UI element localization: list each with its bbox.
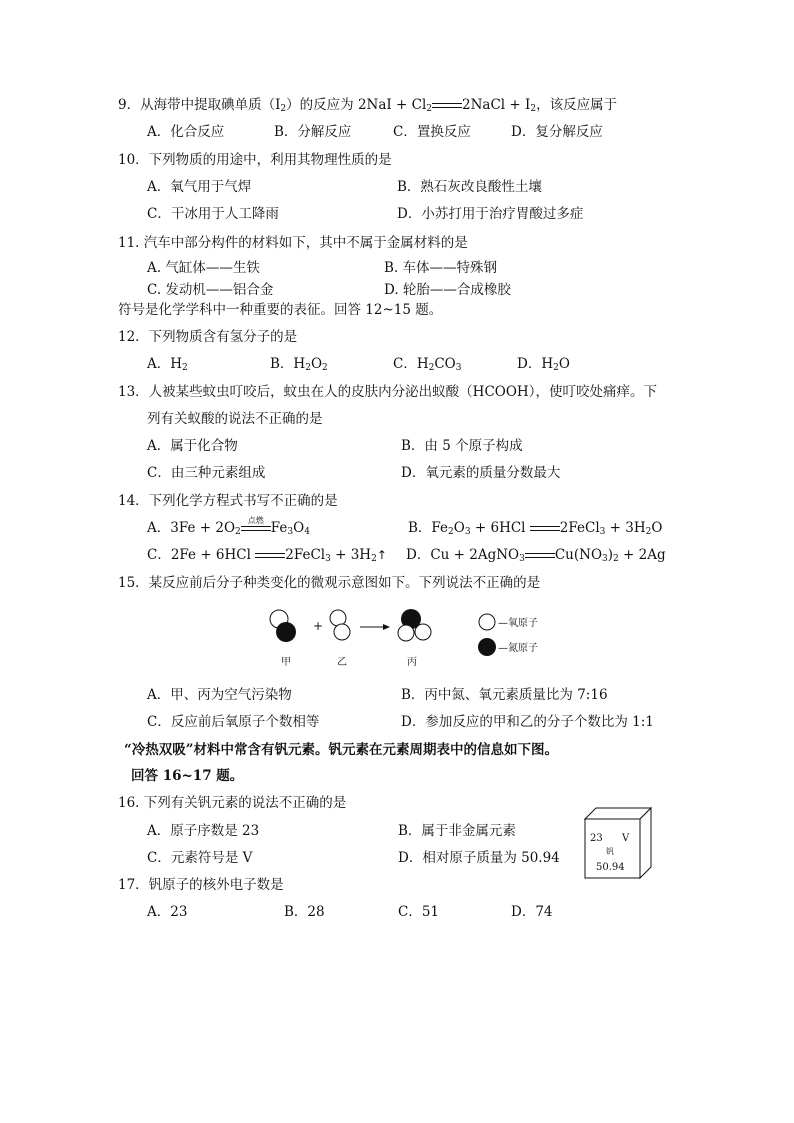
element-name: 钒 (606, 847, 614, 856)
q11-option-b: B. 车体——特殊钢 (384, 260, 498, 276)
q16-option-c: C．元素符号是 V (147, 850, 253, 866)
label-jia: 甲 (281, 657, 291, 668)
q13-option-c: C．由三种元素组成 (147, 465, 266, 481)
oxygen-atom (330, 610, 346, 626)
q17-option-c: C．51 (398, 904, 440, 920)
q10-option-c: C．干冰用于人工降雨 (147, 206, 279, 222)
q17-option-d: D．74 (511, 904, 553, 920)
q15-option-a: A．甲、丙为空气污染物 (147, 687, 292, 703)
gas-arrow: ↑ (376, 548, 387, 562)
q13-stem-line1: 13．人被某些蚊虫叮咬后，蚊虫在人的皮肤内分泌出蚁酸（HCOOH），使叮咬处痛痒。下 (118, 384, 657, 400)
q13-option-a: A．属于化合物 (147, 438, 238, 454)
q12-option-d: D．$H_2O$ (517, 356, 570, 373)
oxygen-atom (398, 625, 414, 641)
q11-option-d: D. 轮胎——合成橡胶 (384, 282, 511, 298)
q12-option-c: C．$H_2CO_3$ (393, 356, 462, 373)
q17-option-a: A．23 (147, 904, 188, 920)
plus-sign: + (313, 619, 324, 633)
q14-option-c: C．2Fe + 6HCl 2FeCl$_3$ + $3H_2↑$ (147, 547, 387, 564)
label-bing: 丙 (407, 657, 417, 668)
q9-option-b: B．分解反应 (274, 124, 352, 140)
legend-nitrogen-atom (478, 638, 496, 656)
q10-option-b: B．熟石灰改良酸性土壤 (397, 179, 542, 195)
legend-oxygen-label: —氧原子 (498, 618, 538, 629)
q9-option-a: A．化合反应 (147, 124, 225, 140)
equals-sign (530, 524, 560, 534)
section-intro-16-17-line1: “冷热双吸”材料中常含有钒元素。钒元素在元素周期表中的信息如下图。 (124, 742, 559, 758)
q14-option-a: A．$3Fe + 2O_2$ 点燃 $Fe_3O_4$ (147, 519, 310, 541)
q14-option-d: D．Cu + 2AgNO$_3$ $Cu(NO_3)_2 + 2Ag$ (406, 547, 666, 564)
q13-stem-line2: 列有关蚁酸的说法不正确的是 (147, 411, 323, 427)
q17-option-b: B．28 (284, 904, 325, 920)
q9-stem: 9．从海带中提取碘单质$(I_2)$的反应为 $2NaI + Cl_2$ 2NaCl + $I_2$，该反应属于 (118, 97, 618, 114)
q11-option-a: A. 气缸体——生铁 (147, 260, 260, 276)
element-symbol: V (622, 833, 630, 844)
equals-sign (525, 551, 555, 561)
q14-option-b: B．$Fe_2O_3 + 6HCl$ 2FeCl$_3$ + $3H_2O$ (408, 520, 663, 537)
q10-stem: 10．下列物质的用途中，利用其物理性质的是 (118, 152, 392, 168)
q9-option-c: C．置换反应 (393, 124, 471, 140)
q12-stem: 12．下列物质含有氢分子的是 (118, 329, 298, 345)
equals-sign (241, 515, 271, 534)
q15-stem: 15．某反应前后分子种类变化的微观示意图如下。下列说法不正确的是 (118, 575, 541, 591)
q16-stem: 16. 下列有关钒元素的说法不正确的是 (118, 795, 347, 811)
reaction-condition: 点燃 (247, 515, 264, 525)
q15-option-c: C．反应前后氧原子个数相等 (147, 714, 320, 730)
reaction-arrow-head (383, 624, 390, 630)
nitrogen-atom (276, 622, 296, 642)
equals-sign (255, 551, 285, 561)
oxygen-atom (334, 624, 350, 640)
equals-sign (432, 101, 462, 111)
oxygen-atom (415, 624, 431, 640)
element-atomic-number: 23 (590, 833, 603, 844)
q17-stem: 17．钒原子的核外电子数是 (118, 877, 284, 893)
section-intro-12-15: 符号是化学学科中一种重要的表征。回答 12~15 题。 (118, 302, 443, 318)
element-atomic-mass: 50.94 (596, 862, 625, 873)
q13-option-b: B．由 5 个原子构成 (401, 438, 523, 454)
legend-nitrogen-label: —氮原子 (498, 643, 538, 654)
q15-option-d: D．参加反应的甲和乙的分子个数比为 1:1 (401, 714, 654, 730)
q12-option-b: B．$H_2O_2$ (270, 356, 328, 373)
molecule-diagram (260, 605, 560, 675)
section-intro-16-17-line2: 回答 16~17 题。 (131, 768, 244, 784)
q11-option-c: C. 发动机——铝合金 (147, 282, 274, 298)
periodic-element-card (584, 807, 654, 881)
q11-stem: 11. 汽车中部分构件的材料如下，其中不属于金属材料的是 (118, 235, 468, 251)
q10-option-a: A．氧气用于气焊 (147, 179, 252, 195)
q14-stem: 14．下列化学方程式书写不正确的是 (118, 493, 338, 509)
q16-option-b: B．属于非金属元素 (398, 823, 516, 839)
q15-option-b: B．丙中氮、氧元素质量比为 7:16 (401, 687, 608, 703)
legend-oxygen-atom (479, 614, 495, 630)
q12-option-a: A．$H_2$ (147, 356, 188, 373)
q16-option-a: A．原子序数是 23 (147, 823, 260, 839)
q13-option-d: D．氧元素的质量分数最大 (401, 465, 561, 481)
q9-option-d: D．复分解反应 (511, 124, 603, 140)
label-yi: 乙 (337, 657, 347, 668)
q10-option-d: D．小苏打用于治疗胃酸过多症 (397, 206, 584, 222)
q16-option-d: D．相对原子质量为 50.94 (398, 850, 560, 866)
